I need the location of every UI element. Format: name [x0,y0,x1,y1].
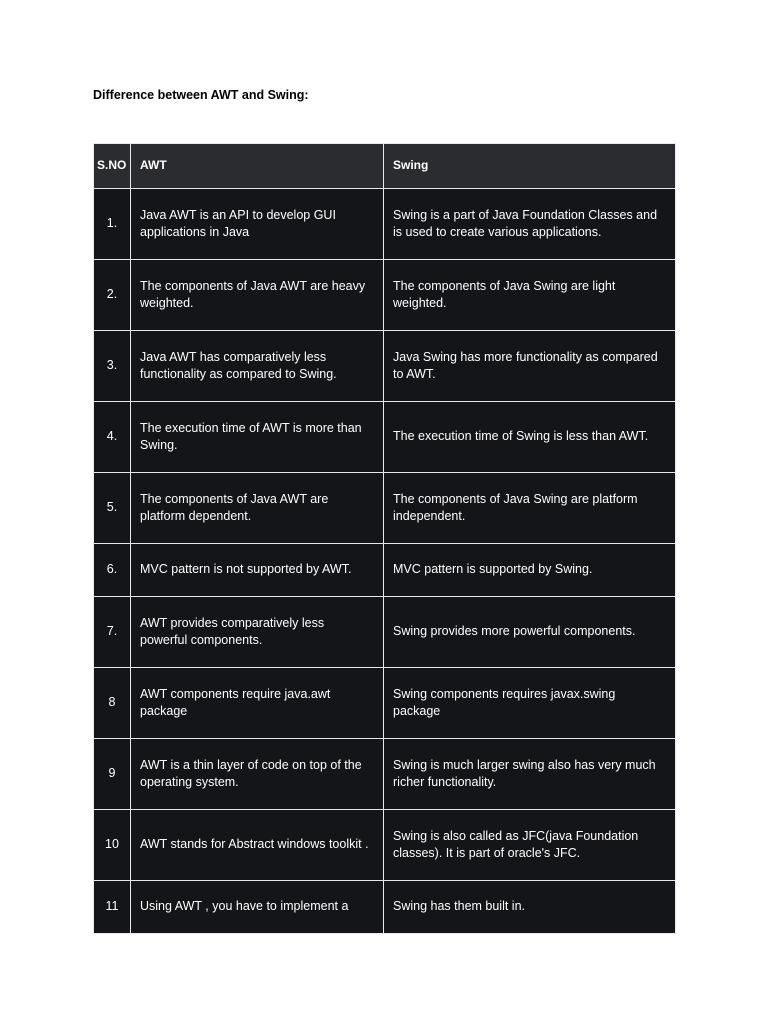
cell-awt: AWT provides comparatively less powerful components. [131,597,384,668]
table-row [94,402,676,473]
cell-awt: MVC pattern is not supported by AWT. [131,544,384,597]
cell-sno: 11 [94,881,131,934]
cell-swing: Swing is much larger swing also has very much richer functionality. [384,739,676,810]
cell-swing: The components of Java Swing are platform independent. [384,473,676,544]
cell-swing: The execution time of Swing is less than AWT. [384,402,676,473]
table-row [94,189,676,260]
cell-awt: The components of Java AWT are heavy weighted. [131,260,384,331]
column-header-swing: Swing [384,144,676,189]
cell-awt: AWT is a thin layer of code on top of the operating system. [131,739,384,810]
table-row [94,597,676,668]
table-row [94,260,676,331]
cell-sno: 10 [94,810,131,881]
cell-awt: The components of Java AWT are platform dependent. [131,473,384,544]
comparison-table [93,143,676,934]
table-row [94,668,676,739]
column-header-sno: S.NO [94,144,131,189]
cell-sno: 1. [94,189,131,260]
cell-swing: Swing is a part of Java Foundation Classes and is used to create various applications. [384,189,676,260]
table-row [94,331,676,402]
cell-awt: Java AWT has comparatively less functionality as compared to Swing. [131,331,384,402]
cell-awt: Using AWT , you have to implement a [131,881,384,934]
cell-swing: Swing is also called as JFC(java Foundation classes). It is part of oracle's JFC. [384,810,676,881]
cell-swing: MVC pattern is supported by Swing. [384,544,676,597]
table-row [94,810,676,881]
cell-awt: AWT components require java.awt package [131,668,384,739]
column-header-awt: AWT [131,144,384,189]
cell-sno: 2. [94,260,131,331]
cell-sno: 8 [94,668,131,739]
cell-swing: Java Swing has more functionality as compared to AWT. [384,331,676,402]
cell-swing: Swing has them built in. [384,881,676,934]
table-row [94,881,676,934]
cell-sno: 3. [94,331,131,402]
table-row [94,473,676,544]
table-header-row [94,144,676,189]
cell-swing: Swing components requires javax.swing package [384,668,676,739]
cell-swing: Swing provides more powerful components. [384,597,676,668]
cell-awt: The execution time of AWT is more than Swing. [131,402,384,473]
cell-sno: 5. [94,473,131,544]
cell-sno: 7. [94,597,131,668]
cell-sno: 9 [94,739,131,810]
table-row [94,739,676,810]
document-title: Difference between AWT and Swing: [93,88,309,102]
cell-sno: 4. [94,402,131,473]
table-row [94,544,676,597]
cell-awt: AWT stands for Abstract windows toolkit . [131,810,384,881]
cell-sno: 6. [94,544,131,597]
cell-awt: Java AWT is an API to develop GUI applications in Java [131,189,384,260]
cell-swing: The components of Java Swing are light weighted. [384,260,676,331]
